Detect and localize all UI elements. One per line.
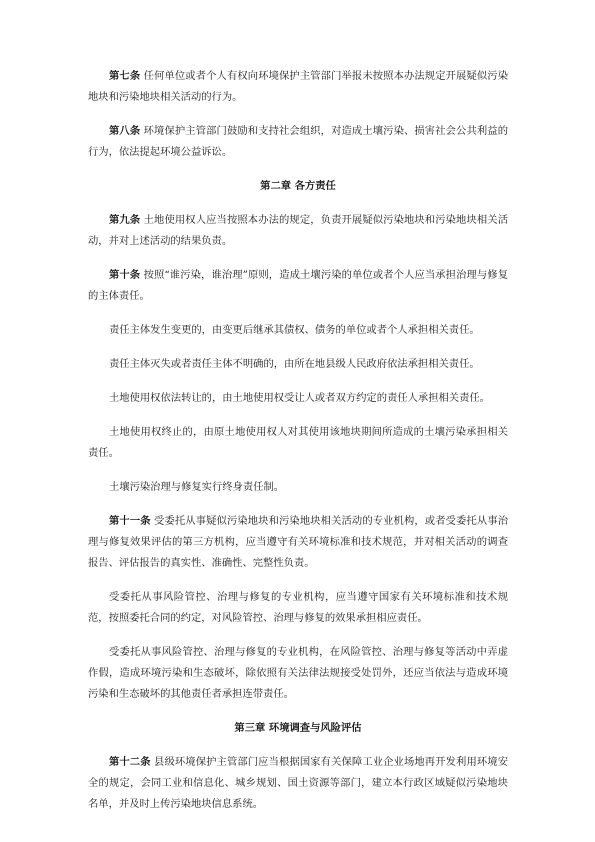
chapter-heading: 第三章 环境调查与风险评估 <box>234 722 362 734</box>
article-number: 第八条 <box>109 125 141 137</box>
body-paragraph <box>88 642 508 705</box>
article-number: 第十二条 <box>109 756 151 768</box>
chapter-heading: 第二章 各方责任 <box>260 180 336 192</box>
document-body <box>88 66 508 828</box>
article-number: 第十条 <box>109 269 141 281</box>
paragraph-text: 土地使用权终止的，由原土地使用权人对其使用该地块期间所造成的土壤污染承担相关责任。 <box>88 426 508 459</box>
paragraph-text: 按照“谁污染，谁治理”原则，造成土壤污染的单位或者个人应当承担治理与修复的主体责任。 <box>88 269 509 302</box>
article-paragraph <box>88 66 508 108</box>
body-paragraph <box>88 388 508 409</box>
paragraph-text: 责任主体灭失或者责任主体不明确的，由所在地县级人民政府依法承担相关责任。 <box>109 358 480 370</box>
paragraph-text: 任何单位或者个人有权向环境保护主管部门举报未按照本办法规定开展疑似污染地块和污染地块相关活动的行为。 <box>88 70 509 103</box>
paragraph-text: 受委托从事风险管控、治理与修复的专业机构，在风险管控、治理与修复等活动中弄虚作假，造成环境污染和生态破坏，除依照有关法律法规接受处罚外，还应当依法与造成环境污染和生态破坏的其他责任者承担连带责任。 <box>88 646 508 700</box>
paragraph-text: 土地使用权人应当按照本办法的规定，负责开展疑似污染地块和污染地块相关活动，并对上述活动的结果负责。 <box>88 214 509 247</box>
body-paragraph <box>88 354 508 375</box>
body-paragraph <box>88 422 508 464</box>
paragraph-text: 环境保护主管部门鼓励和支持社会组织，对造成土壤污染、损害社会公共利益的行为，依法提起环境公益诉讼。 <box>88 125 509 158</box>
article-number: 第十一条 <box>109 515 151 527</box>
paragraph-text: 土地使用权依法转让的，由土地使用权受让人或者双方约定的责任人承担相关责任。 <box>109 392 490 404</box>
article-paragraph <box>88 511 508 574</box>
paragraph-text: 受委托从事风险管控、治理与修复的专业机构，应当遵守国家有关环境标准和技术规范，按照委托合同的约定，对风险管控、治理与修复的效果承担相应责任。 <box>88 591 508 624</box>
article-paragraph <box>88 210 508 252</box>
article-paragraph <box>88 265 508 307</box>
body-paragraph <box>88 587 508 629</box>
article-paragraph <box>88 121 508 163</box>
body-paragraph <box>88 320 508 341</box>
article-paragraph <box>88 752 508 815</box>
article-number: 第七条 <box>109 70 141 82</box>
paragraph-text: 县级环境保护主管部门应当根据国家有关保障工业企业场地再开发利用环境安全的规定，会同工业和信息化、城乡规划、国土资源等部门，建立本行政区域疑似污染地块名单，并及时上传污染地块信息系统。 <box>88 756 508 810</box>
paragraph-text: 责任主体发生变更的，由变更后继承其债权、债务的单位或者个人承担相关责任。 <box>109 324 480 336</box>
body-paragraph <box>88 477 508 498</box>
paragraph-text: 受委托从事疑似污染地块和污染地块相关活动的专业机构，或者受委托从事治理与修复效果评估的第三方机构，应当遵守有关环境标准和技术规范，并对相关活动的调查报告、评估报告的真实性、准确性、完整性负责。 <box>88 515 508 569</box>
article-number: 第九条 <box>109 214 141 226</box>
paragraph-text: 土壤污染治理与修复实行终身责任制。 <box>109 481 285 493</box>
